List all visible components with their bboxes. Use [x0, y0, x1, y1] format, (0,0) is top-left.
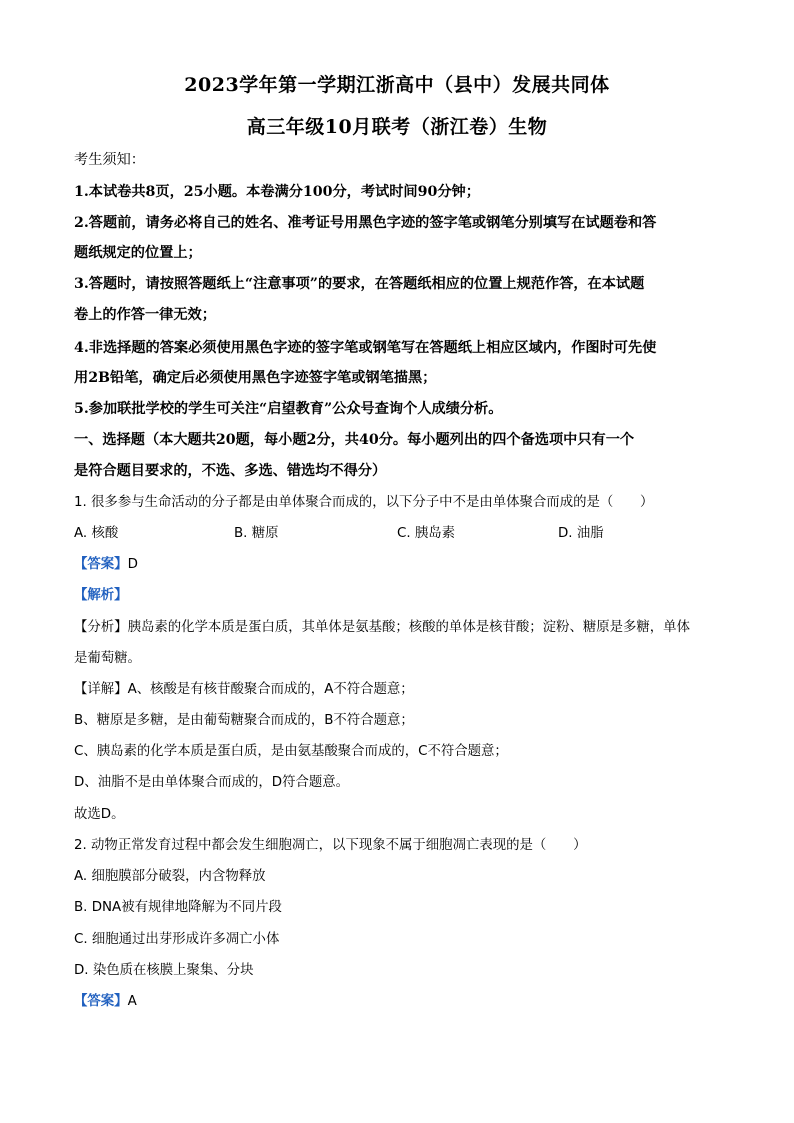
q2-option-a: A. 细胞膜部分破裂，内含物释放: [74, 869, 266, 884]
answer-tag: 【答案】: [74, 557, 128, 572]
notice-item: 2.答题前，请务必将自己的姓名、准考证号用黑色字迹的签字笔或钢笔分别填写在试题卷和答: [74, 215, 657, 231]
question-2-stem: 2. 动物正常发育过程中都会发生细胞凋亡，以下现象不属于细胞凋亡表现的是（ ）: [74, 838, 587, 853]
title-line-2: 高三年级10月联考（浙江卷）生物: [246, 116, 548, 138]
answer-value: D: [127, 557, 138, 572]
q1-detail-c: C、胰岛素的化学本质是蛋白质，是由氨基酸聚合而成的，C不符合题意；: [74, 744, 508, 759]
notice-item: 题纸规定的位置上；: [74, 245, 202, 261]
q1-detail-d: D、油脂不是由单体聚合而成的，D符合题意。: [74, 775, 350, 790]
q1-option-c: C. 胰岛素: [397, 526, 456, 541]
q2-answer: [74, 992, 724, 1012]
q1-detail-a: [74, 680, 724, 700]
q1-option-b: B. 糖原: [234, 526, 279, 541]
detail-tag: 【详解】: [74, 682, 128, 697]
q1-fenxi-line-1: [74, 618, 724, 638]
question-1-stem: 1. 很多参与生命活动的分子都是由单体聚合而成的，以下分子中不是由单体聚合而成的是（ ）: [74, 495, 654, 510]
q1-fenxi-line-2: 是葡萄糖。: [74, 651, 141, 666]
q2-option-c: C. 细胞通过出芽形成许多凋亡小体: [74, 932, 280, 947]
answer-value: A: [127, 994, 137, 1009]
title-line-1: 2023学年第一学期江浙高中（县中）发展共同体: [184, 74, 610, 96]
q1-option-d: D. 油脂: [558, 526, 604, 541]
q1-answer: [74, 555, 724, 575]
analysis-tag: 【解析】: [74, 588, 128, 603]
fenxi-text: 胰岛素的化学本质是蛋白质，其单体是氨基酸；核酸的单体是核苷酸；淀粉、糖原是多糖，单体: [127, 620, 690, 635]
q2-option-d: D. 染色质在核膜上聚集、分块: [74, 963, 254, 978]
notice-item: 3.答题时，请按照答题纸上“注意事项”的要求，在答题纸相应的位置上规范作答，在本试题: [74, 276, 645, 292]
q1-detail-b: B、糖原是多糖，是由葡萄糖聚合而成的，B不符合题意；: [74, 713, 414, 728]
fenxi-tag: 【分析】: [74, 620, 128, 635]
section-heading-line-2: 是符合题目要求的，不选、多选、错选均不得分）: [74, 463, 387, 479]
notice-item: 卷上的作答一律无效；: [74, 307, 216, 323]
q2-option-b: B. DNA被有规律地降解为不同片段: [74, 900, 282, 915]
notice-heading: 考生须知：: [74, 152, 145, 168]
q1-option-a: A. 核酸: [74, 526, 119, 541]
q1-analysis-label: [74, 586, 724, 606]
detail-text: A、核酸是有核苷酸聚合而成的，A不符合题意；: [127, 682, 414, 697]
section-heading-line-1: 一、选择题（本大题共20题，每小题2分，共40分。每小题列出的四个备选项中只有一个: [74, 432, 635, 448]
q1-conclusion: 故选D。: [74, 807, 125, 822]
notice-item: 5.参加联批学校的学生可关注“启望教育”公众号查询个人成绩分析。: [74, 401, 503, 417]
answer-tag: 【答案】: [74, 994, 128, 1009]
notice-item: 4.非选择题的答案必须使用黑色字迹的签字笔或钢笔写在答题纸上相应区域内，作图时可先使: [74, 340, 657, 356]
notice-item: 1.本试卷共8页，25小题。本卷满分100分，考试时间90分钟；: [74, 184, 480, 200]
notice-item: 用2B铅笔，确定后必须使用黑色字迹签字笔或钢笔描黑；: [74, 370, 437, 386]
